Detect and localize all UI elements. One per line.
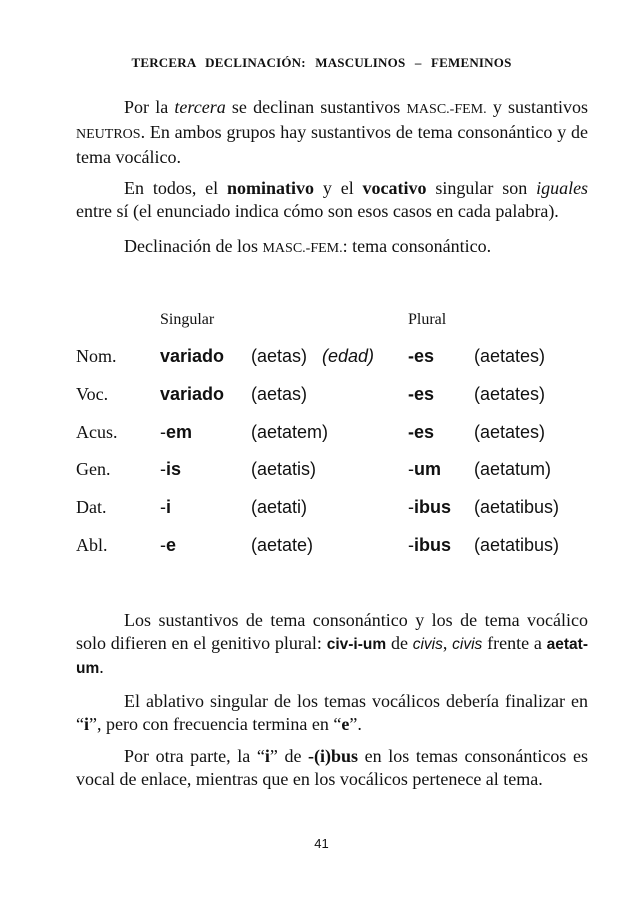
- intro-paragraph-3: [76, 235, 588, 260]
- case-label: Gen.: [76, 459, 111, 479]
- plural-ending: [408, 384, 434, 405]
- ending-prefix: -: [160, 535, 166, 555]
- text-span: y sustantivos: [492, 97, 589, 117]
- ending-prefix: -: [160, 497, 166, 517]
- table-row: [0, 459, 643, 485]
- intro-paragraph-2: [76, 177, 588, 223]
- note-paragraph-2: [76, 690, 588, 736]
- text-span: : tema consonántico.: [342, 236, 492, 256]
- text-span: .: [99, 657, 104, 677]
- ending-text: variado: [160, 384, 225, 404]
- singular-heading: Singular: [160, 311, 215, 328]
- singular-example: (aetatis): [251, 459, 317, 479]
- ending-text: ibus: [414, 535, 452, 555]
- text-span: Declinación de los: [124, 236, 258, 256]
- singular-example: (aetas): [251, 346, 308, 366]
- singular-ending: [160, 535, 176, 556]
- table-row: [0, 535, 643, 561]
- bold-letter: i: [264, 746, 270, 766]
- singular-ending: [160, 384, 224, 405]
- case-label: Abl.: [76, 535, 108, 555]
- case-label: Nom.: [76, 346, 117, 366]
- page-title: TERCERA DECLINACIÓN: MASCULINOS – FEMENINOS: [131, 55, 512, 70]
- singular-gloss: (edad): [322, 346, 375, 366]
- text-span: entre sí (el enunciado indica cómo son esos casos en cada palabra).: [76, 201, 559, 221]
- intro-paragraph-1: [76, 96, 588, 169]
- bold-letter: i: [84, 714, 90, 734]
- text-span: Por la: [124, 97, 169, 117]
- text-span: y el: [322, 178, 354, 198]
- ending-text: ibus: [414, 497, 452, 517]
- table-row: [0, 346, 643, 372]
- plural-ending: [408, 346, 434, 367]
- ending-prefix: -: [160, 459, 166, 479]
- singular-example: (aetati): [251, 497, 308, 517]
- note-paragraph-3: [76, 745, 588, 791]
- plural-heading: Plural: [408, 311, 447, 328]
- bold-term: -(i)bus: [308, 746, 359, 766]
- plural-ending: [408, 497, 451, 518]
- table-row: [0, 384, 643, 410]
- singular-ending: [160, 422, 192, 443]
- ending-prefix: -: [408, 535, 414, 555]
- ending-text: -es: [408, 422, 435, 442]
- text-span: ” de: [269, 746, 302, 766]
- plural-example: (aetates): [474, 422, 546, 442]
- text-span: se declinan sustantivos: [231, 97, 401, 117]
- singular-ending: [160, 346, 224, 367]
- text-span: frente a: [487, 633, 542, 653]
- text-span: ”.: [349, 714, 362, 734]
- text-span: de: [390, 633, 408, 653]
- text-span: El ablativo singular de los temas vocálicos debería finalizar en “: [76, 691, 588, 734]
- singular-ending: [160, 497, 171, 518]
- ending-text: e: [166, 535, 177, 555]
- ending-text: um: [414, 459, 441, 479]
- text-span: Los sustantivos de tema consonántico y los de tema vocálico solo difieren en el genitivo plural:: [76, 610, 588, 653]
- case-label: Acus.: [76, 422, 118, 442]
- plural-example: (aetates): [474, 384, 546, 404]
- plural-ending: [408, 459, 441, 480]
- small-caps-term: MASC.-FEM.: [406, 102, 487, 117]
- plural-example: (aetatibus): [474, 535, 560, 555]
- plural-example: (aetates): [474, 346, 546, 366]
- note-paragraph-1: [76, 609, 588, 680]
- text-span: En todos, el: [124, 178, 219, 198]
- plural-example: (aetatibus): [474, 497, 560, 517]
- italic-term: iguales: [536, 178, 589, 198]
- plural-example: (aetatum): [474, 459, 552, 479]
- italic-example: civis: [412, 636, 443, 653]
- text-span: ,: [442, 633, 448, 653]
- singular-example: (aetas): [251, 384, 308, 404]
- bold-letter: e: [341, 714, 350, 734]
- text-span: Por otra parte, la “: [124, 746, 265, 766]
- ending-text: em: [166, 422, 193, 442]
- plural-ending: [408, 422, 434, 443]
- ending-prefix: -: [408, 497, 414, 517]
- bold-example: aetat-um: [76, 636, 589, 677]
- ending-text: variado: [160, 346, 225, 366]
- ending-text: -es: [408, 384, 435, 404]
- ending-prefix: -: [160, 422, 166, 442]
- singular-ending: [160, 459, 181, 480]
- bold-term: nominativo: [227, 178, 315, 198]
- ending-text: is: [166, 459, 182, 479]
- text-span: . En ambos grupos hay sustantivos de tema consonántico y de tema vocálico.: [76, 122, 588, 167]
- text-span: en los temas consonánticos es vocal de enlace, mientras que en los vocálicos pertenece al tema.: [76, 746, 589, 789]
- bold-example: civ-i-um: [326, 636, 387, 653]
- text-span: singular son: [435, 178, 528, 198]
- small-caps-term: NEUTROS: [76, 127, 141, 142]
- case-label: Voc.: [76, 384, 109, 404]
- plural-ending: [408, 535, 451, 556]
- ending-text: -es: [408, 346, 435, 366]
- singular-example: (aetate): [251, 535, 314, 555]
- table-row: [0, 422, 643, 448]
- italic-example: civis: [452, 636, 483, 653]
- bold-term: vocativo: [362, 178, 427, 198]
- case-label: Dat.: [76, 497, 107, 517]
- text-span: ”, pero con frecuencia termina en “: [89, 714, 342, 734]
- italic-term: tercera: [174, 97, 226, 117]
- ending-text: i: [166, 497, 172, 517]
- table-row: [0, 497, 643, 523]
- page-number: 41: [314, 836, 329, 851]
- small-caps-term: MASC.-FEM.: [262, 241, 343, 256]
- singular-example: (aetatem): [251, 422, 329, 442]
- ending-prefix: -: [408, 459, 414, 479]
